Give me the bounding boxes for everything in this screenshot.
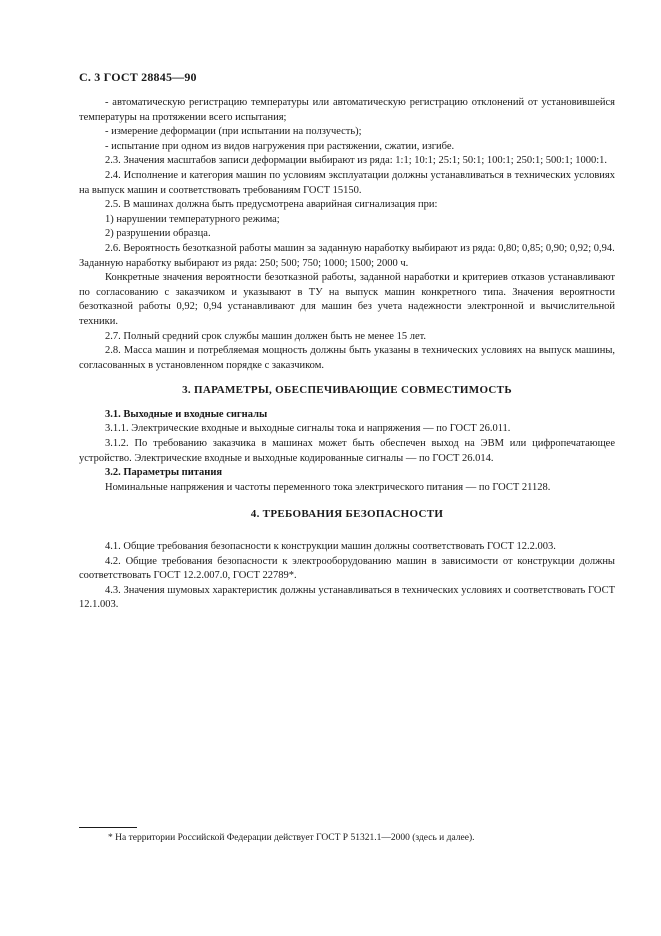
section-3-heading: 3. ПАРАМЕТРЫ, ОБЕСПЕЧИВАЮЩИЕ СОВМЕСТИМОСТЬ <box>182 384 512 397</box>
paragraph: Заданную наработку выбирают из ряда: 250; 500; 750; 1000; 1500; 2000 ч. <box>79 257 409 269</box>
paragraph-3-1-1: 3.1.1. Электрические входные и выходные сигналы тока и напряжения — по ГОСТ 26.011. <box>105 423 511 435</box>
paragraph-2-7: 2.7. Полный средний срок службы машин должен быть не менее 15 лет. <box>105 330 427 342</box>
footnote-divider <box>79 827 137 828</box>
list-item: 1) нарушении температурного режима; <box>105 213 280 225</box>
paragraph-3-1-2: 3.1.2. По требованию заказчика в машинах может быть обеспечен выход на ЭВМ или цифропечатающее устройство. Электрические входные и выходные кодированные сигналы — по ГОСТ 26.014. <box>79 438 615 464</box>
paragraph: - автоматическую регистрацию температуры или автоматическую регистрацию отклонений от установившейся температуры на протяжении всего испытания; <box>79 97 615 123</box>
paragraph-2-4: 2.4. Исполнение и категория машин по условиям эксплуатации должны устанавливаться в технических условиях на выпуск машин и соответствовать требованиям ГОСТ 15150. <box>79 169 615 196</box>
subsection-3-1-heading: 3.1. Выходные и входные сигналы <box>105 408 268 420</box>
paragraph-4-1: 4.1. Общие требования безопасности к конструкции машин должны соответствовать ГОСТ 12.2.003. <box>105 541 556 553</box>
section-4-heading: 4. ТРЕБОВАНИЯ БЕЗОПАСНОСТИ <box>250 508 444 521</box>
page-header: С. 3 ГОСТ 28845—90 <box>79 70 197 84</box>
paragraph: - испытание при одном из видов нагружения при растяжении, сжатии, изгибе. <box>105 140 455 152</box>
subsection-3-2-heading: 3.2. Параметры питания <box>105 467 223 479</box>
list-item: 2) разрушении образца. <box>105 228 211 240</box>
paragraph: - измерение деформации (при испытании на ползучесть); <box>105 126 362 138</box>
paragraph-3-2: Номинальные напряжения и частоты переменного тока электрического питания — по ГОСТ 21128. <box>105 481 551 493</box>
paragraph-2-3: 2.3. Значения масштабов записи деформации выбирают из ряда: 1:1; 10:1; 25:1; 50:1; 100:1; 250:1; 500:1; 1000:1. <box>105 155 608 167</box>
paragraph-2-5: 2.5. В машинах должна быть предусмотрена аварийная сигнализация при: <box>105 199 438 211</box>
paragraph-4-2: 4.2. Общие требования безопасности к электрооборудованию машин в зависимости от конструкции должны соответствовать ГОСТ 12.2.007.0, ГОСТ 22789*. <box>79 555 615 582</box>
paragraph-2-6: 2.6. Вероятность безотказной работы машин за заданную наработку выбирают из ряда: 0,80; 0,85; 0,90; 0,92; 0,94. <box>105 242 615 254</box>
footnote: * На территории Российской Федерации действует ГОСТ Р 51321.1—2000 (здесь и далее). <box>108 833 475 843</box>
paragraph-2-8: 2.8. Масса машин и потребляемая мощность должны быть указаны в технических условиях на выпуск машины, согласованных в установленном порядке с заказчиком. <box>79 345 615 371</box>
paragraph: Конкретные значения вероятности безотказной работы, заданной наработки и критериев отказов устанавливают по согласованию с заказчиком и указывают в ТУ на выпуск машин конкретного типа. Значения вероятности безотказной работы 0,92; 0,94 устанавливают для машин без учета надежности электронной и вычислительной техники. <box>79 272 615 327</box>
paragraph-4-3: 4.3. Значения шумовых характеристик должны устанавливаться в технических условиях и соответствовать ГОСТ 12.1.003. <box>79 584 615 611</box>
document-body <box>79 96 615 613</box>
